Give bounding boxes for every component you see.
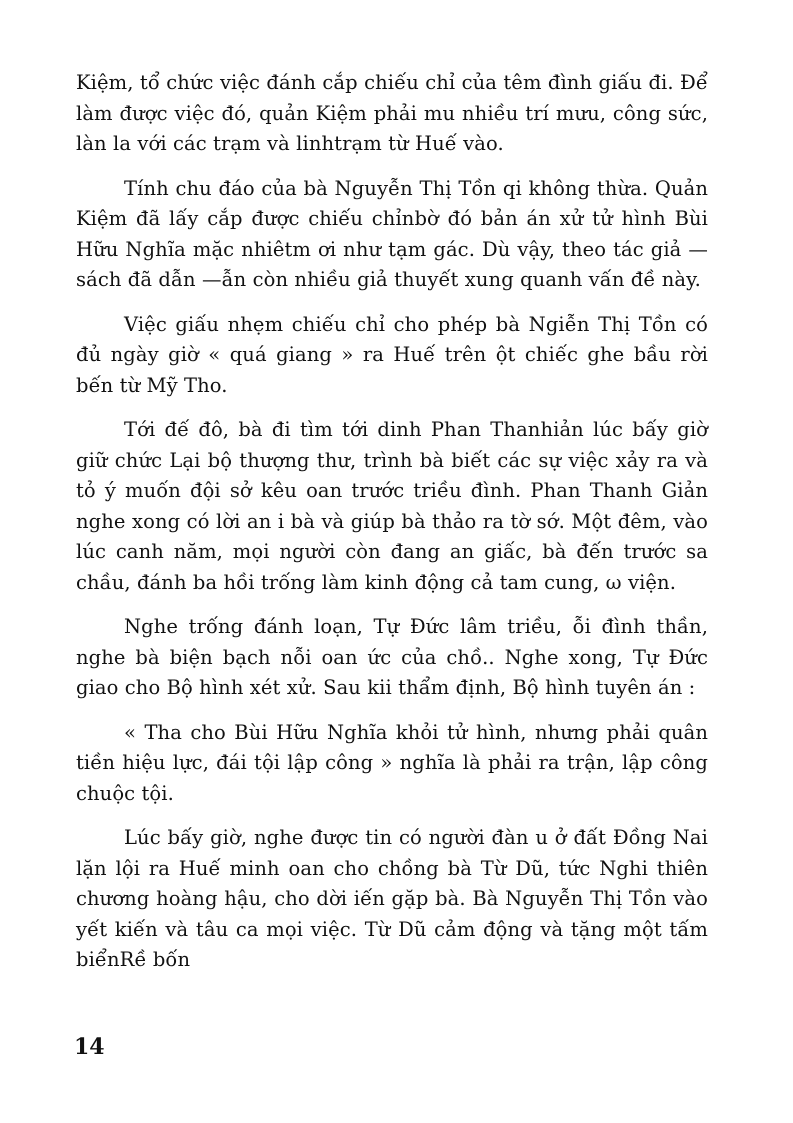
paragraph-4: Tới đế đô, bà đi tìm tới dinh Phan Thanhiản lúc bấy giờ giữ chức Lại bộ thượng thư, trình bà biết các sự việc xảy ra và tỏ ý muốn đội sở kêu oan trước triều đình. Phan Thanh Giản nghe xong có lời an i bà và giúp bà thảo ra tờ sớ. Một đêm, vào lúc canh năm, mọi người còn đang an giấc, bà đến trước sa chầu, đánh ba hồi trống làm kinh động cả tam cung, ω viện. [76, 418, 708, 594]
page-number: 14 [74, 1034, 105, 1060]
paragraph-5: Nghe trống đánh loạn, Tự Đức lâm triều, ỗi đình thần, nghe bà biện bạch nỗi oan ức của chồ.. Nghe xong, Tự Đức giao cho Bộ hình xét xử. Sau kii thẩm định, Bộ hình tuyên án : [76, 615, 708, 699]
paragraph-1: Kiệm, tổ chức việc đánh cắp chiếu chỉ của têm đình giấu đi. Để làm được việc đó, quản Kiệm phải mu nhiều trí mưu, công sức, làn la với các trạm và linhtrạm từ Huế vào. [76, 71, 708, 155]
paragraph-2: Tính chu đáo của bà Nguyễn Thị Tồn qi không thừa. Quản Kiệm đã lấy cắp được chiếu chỉnbờ đó bản án xử tử hình Bùi Hữu Nghĩa mặc nhiêtm ơi như tạm gác. Dù vậy, theo tác giả — sách đã dẫn —ẫn còn nhiều giả thuyết xung quanh vấn đề này. [76, 176, 708, 291]
paragraph-6-quote: « Tha cho Bùi Hữu Nghĩa khỏi tử hình, nhưng phải quân tiền hiệu lực, đái tội lập công » nghĩa là phải ra trận, lập công chuộc tội. [76, 720, 708, 805]
paragraph-7: Lúc bấy giờ, nghe được tin có người đàn u ở đất Đồng Nai lặn lội ra Huế minh oan cho chồng bà Từ Dũ, tức Nghi thiên chương hoàng hậu, cho dời iến gặp bà. Bà Nguyễn Thị Tồn vào yết kiến và tâu ca mọi việc. Từ Dũ cảm động và tặng một tấm biểnRề bốn [76, 826, 708, 971]
paragraph-3: Việc giấu nhẹm chiếu chỉ cho phép bà Ngiễn Thị Tồn có đủ ngày giờ « quá giang » ra Huế trên ột chiếc ghe bầu rời bến từ Mỹ Tho. [76, 312, 708, 397]
book-page [76, 68, 708, 990]
